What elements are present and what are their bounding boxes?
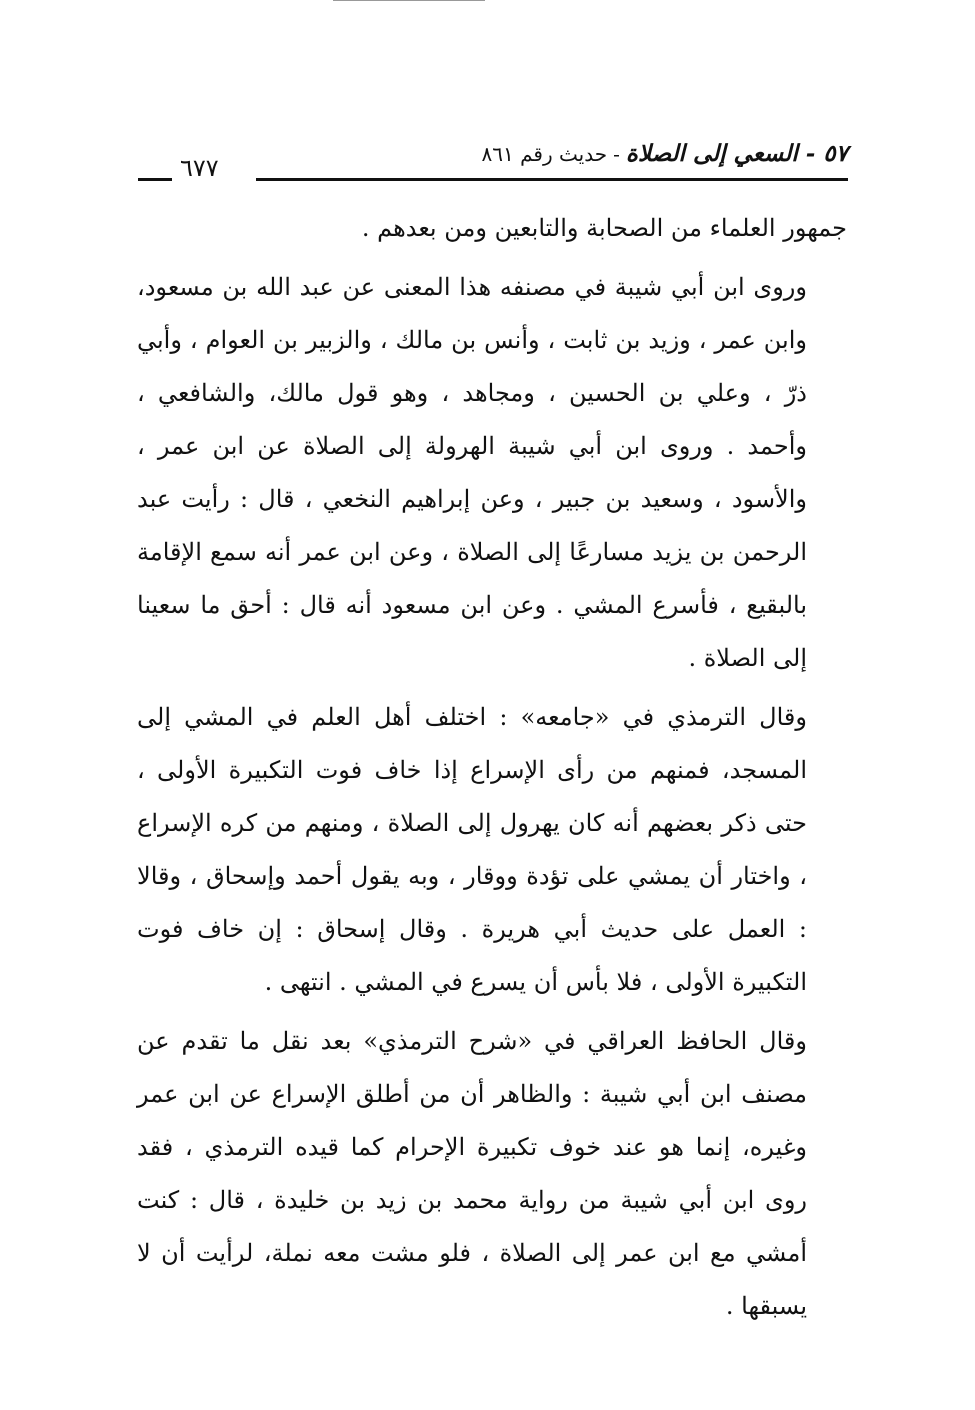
- paragraph-ibn-abi-shayba: وروى ابن أبي شيبة في مصنفه هذا المعنى عن عبد الله بن مسعود، وابن عمر ، وزيد بن ثابت ، وأنس بن مالك ، والزبير بن العوام ، وأبي ذرّ ، وعلي بن الحسين ، ومجاهد ، وهو قول مالك، والشافعي ، وأحمد . وروى ابن أبي شيبة الهرولة إلى الصلاة عن ابن عمر ، والأسود ، وسعيد بن جبير ، وعن إبراهيم النخعي ، قال : رأيت عبد الرحمن بن يزيد مسارعًا إلى الصلاة ، وعن ابن عمر أنه سمع الإقامة بالبقيع ، فأسرع المشي . وعن ابن مسعود أنه قال : أحق ما سعينا إلى الصلاة .: [137, 273, 807, 672]
- running-head: [482, 140, 848, 168]
- paragraph-continuation: جمهور العلماء من الصحابة والتابعين ومن بعدهم .: [361, 214, 847, 242]
- paragraph-tirmidhi: وقال الترمذي في «جامعه» : اختلف أهل العلم في المشي إلى المسجد، فمنهم من رأى الإسراع إذا خاف فوت التكبيرة الأولى ، حتى ذكر بعضهم أنه كان يهرول إلى الصلاة ، ومنهم من كره الإسراع ، واختار أن يمشي على تؤدة ووقار ، وبه يقول أحمد وإسحاق ، وقالا : العمل على حديث أبي هريرة . وقال إسحاق : إن خاف فوت التكبيرة الأولى ، فلا بأس أن يسرع في المشي . انتهى .: [137, 703, 808, 996]
- page-header: [138, 138, 848, 190]
- chapter-title: ٥٧ - السعي إلى الصلاة: [625, 140, 848, 167]
- header-rule: [256, 178, 848, 181]
- page-number: ٦٧٧: [180, 154, 219, 182]
- header-separator: -: [613, 142, 620, 166]
- header-short-rule: [138, 178, 172, 181]
- top-rule: [333, 0, 485, 1]
- body-text: [137, 202, 847, 1333]
- hadith-reference: حديث رقم ٨٦١: [481, 142, 608, 166]
- paragraph-iraqi: وقال الحافظ العراقي في «شرح الترمذي» بعد نقل ما تقدم عن مصنف ابن أبي شيبة : والظاهر أن من أطلق الإسراع عن ابن عمر وغيره، إنما هو عند خوف تكبيرة الإحرام كما قيده الترمذي ، فقد روى ابن أبي شيبة من رواية محمد بن زيد بن خليدة ، قال : كنت أمشي مع ابن عمر إلى الصلاة ، فلو مشت معه نملة، لرأيت أن لا يسبقها .: [137, 1027, 807, 1320]
